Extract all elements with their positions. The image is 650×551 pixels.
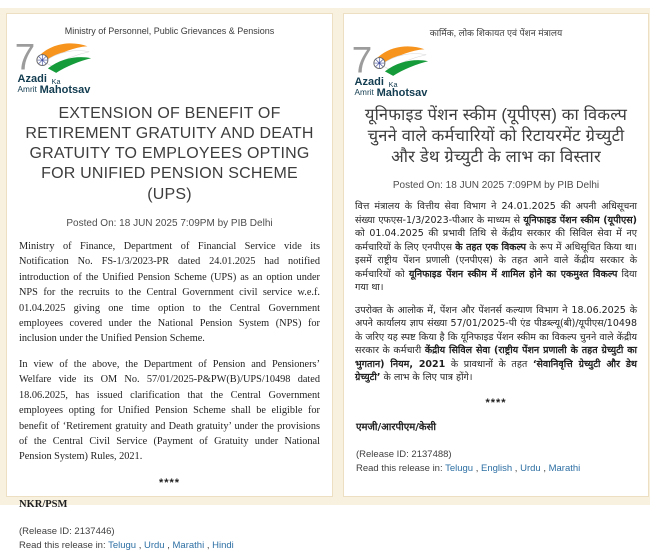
signature-hi: एमजी/आरपीएम/केसी — [356, 421, 436, 433]
english-release-panel — [6, 13, 333, 551]
read-in-line-en — [19, 540, 320, 551]
azadi-ka-amrit-mahotsav-logo — [13, 38, 103, 100]
body-paragraph: Ministry of Finance, Department of Financial Service vide its Notification No. FS-1/3/2023-PR dated 24.01.2025 had notified introduction of the Unified Pension Scheme (UPS) as an option under NPS for the recruits to the Central Government civil service w.e.f. 01.04.2025 giving one time option to the Central Government employees covered under the National Pension System (NPS) for inclusion under the Unified Pension Scheme. — [19, 240, 320, 345]
release-title-en: EXTENSION OF BENEFIT OF RETIREMENT GRATUITY AND DEATH GRATUITY TO EMPLOYEES OPTING FOR UNIFIED PENSION SCHEME (UPS) — [25, 105, 314, 203]
read-in-label: Read this release in: — [19, 539, 106, 551]
posted-on-en: Posted On: 18 JUN 2025 7:09PM by PIB Delhi — [66, 217, 273, 229]
ministry-header-hi: कार्मिक, लोक शिकायत एवं पेंशन मंत्रालय — [429, 28, 563, 38]
logo-75-flag-icon — [13, 38, 103, 95]
body-paragraph: उपरोक्त के आलोक में, पेंशन और पेंशनर्स कल्याण विभाग ने 18.06.2025 के अपने कार्यालय ज्ञाप संख्या 57/01/2025-पी एंड पीडब्ल्यू(बी)/यूपीएस/10498 के जरिए यह स्पष्ट किया है कि यूनिफाइड पेंशन स्कीम का विकल्प चुनने वाले केंद्रीय सरकार के कर्मचारी केंद्रीय सिविल सेवा (राष्ट्रीय पेंशन प्रणाली के तहत ग्रेच्युटी का भुगतान) नियम, 2021 के प्रावधानों के तहत ‘सेवानिवृत्ति ग्रेच्युटी और डेथ ग्रेच्युटी’ के लाभ के लिए पात्र होंगे। — [355, 304, 638, 384]
read-in-label: Read this release in: — [356, 462, 443, 474]
language-link-marathi[interactable]: Marathi — [172, 539, 205, 551]
svg-text:Amrit: Amrit — [354, 88, 374, 98]
release-id-en: (Release ID: 2137446) — [19, 525, 115, 537]
language-links-hi: Telugu , English , Urdu , Marathi — [445, 462, 581, 474]
body-paragraph: In view of the above, the Department of Pension and Pensioners’ Welfare vide its OM No. 57/01/2025-P&PW(B)/UPS/10498 dated 18.06.2025, has issued clarification that the Central Government employees opting for Unified Pension Scheme shall be eligible for benefit of ‘Retirement gratuity and Death gratuity’ under the provisions of the Central Civil Service (Payment of Gratuity under National Pension System) Rules, 2021. — [19, 358, 320, 463]
release-body-en — [19, 239, 320, 465]
signature-en: NKR/PSM — [19, 498, 68, 510]
language-link-english[interactable]: English — [481, 462, 513, 474]
svg-text:7: 7 — [351, 39, 373, 81]
read-in-line-hi — [356, 463, 636, 474]
language-link-hindi[interactable]: Hindi — [212, 539, 234, 551]
svg-text:Mahotsav: Mahotsav — [39, 84, 91, 97]
svg-text:Amrit: Amrit — [17, 85, 37, 95]
language-link-marathi[interactable]: Marathi — [548, 462, 581, 474]
svg-text:Azadi: Azadi — [17, 73, 47, 86]
language-links-en: Telugu , Urdu , Marathi , Hindi — [108, 539, 234, 551]
logo-75-flag-icon — [350, 41, 440, 98]
svg-text:7: 7 — [14, 36, 36, 78]
release-body-hi — [355, 200, 637, 384]
release-id-hi: (Release ID: 2137488) — [356, 448, 452, 460]
language-link-urdu[interactable]: Urdu — [144, 539, 165, 551]
language-link-telugu[interactable]: Telugu — [445, 462, 474, 474]
svg-text:Mahotsav: Mahotsav — [376, 87, 428, 100]
svg-text:Ka: Ka — [388, 79, 398, 89]
posted-on-hi: Posted On: 18 JUN 2025 7:09PM by PIB Delhi — [392, 180, 600, 192]
hindi-release-panel — [343, 13, 649, 497]
svg-text:Ka: Ka — [51, 76, 61, 86]
language-link-urdu[interactable]: Urdu — [520, 462, 541, 474]
azadi-ka-amrit-mahotsav-logo — [350, 41, 440, 103]
svg-text:Azadi: Azadi — [354, 76, 384, 89]
ministry-header-en: Ministry of Personnel, Public Grievances & Pensions — [64, 26, 275, 36]
language-link-telugu[interactable]: Telugu — [108, 539, 137, 551]
separator-stars: **** — [485, 396, 507, 409]
body-paragraph: वित्त मंत्रालय के वित्तीय सेवा विभाग ने 24.01.2025 की अपनी अधिसूचना संख्या एफएस-1/3/2023-पीआर के माध्यम से यूनिफाइड पेंशन स्कीम (यूपीएस) को 01.04.2025 की प्रभावी तिथि से केंद्रीय सरकार की सिविल सेवा में नए कर्मचारियों के लिए एनपीएस के तहत एक विकल्प के रूप में अधिसूचित किया था। इसमें राष्ट्रीय पेंशन प्रणाली (एनपीएस) के तहत आने वाले केंद्रीय सरकार के कर्मचारियों को यूनिफाइड पेंशन स्कीम में शामिल होने का एकमुश्त विकल्प दिया गया था। — [355, 201, 637, 294]
release-title-hi: यूनिफाइड पेंशन स्कीम (यूपीएस) का विकल्प चुनने वाले कर्मचारियों को रिटायरमेंट ग्रेच्युटी और डेथ ग्रेच्युटी के लाभ का विस्तार — [364, 106, 628, 166]
separator-stars: **** — [158, 476, 181, 489]
